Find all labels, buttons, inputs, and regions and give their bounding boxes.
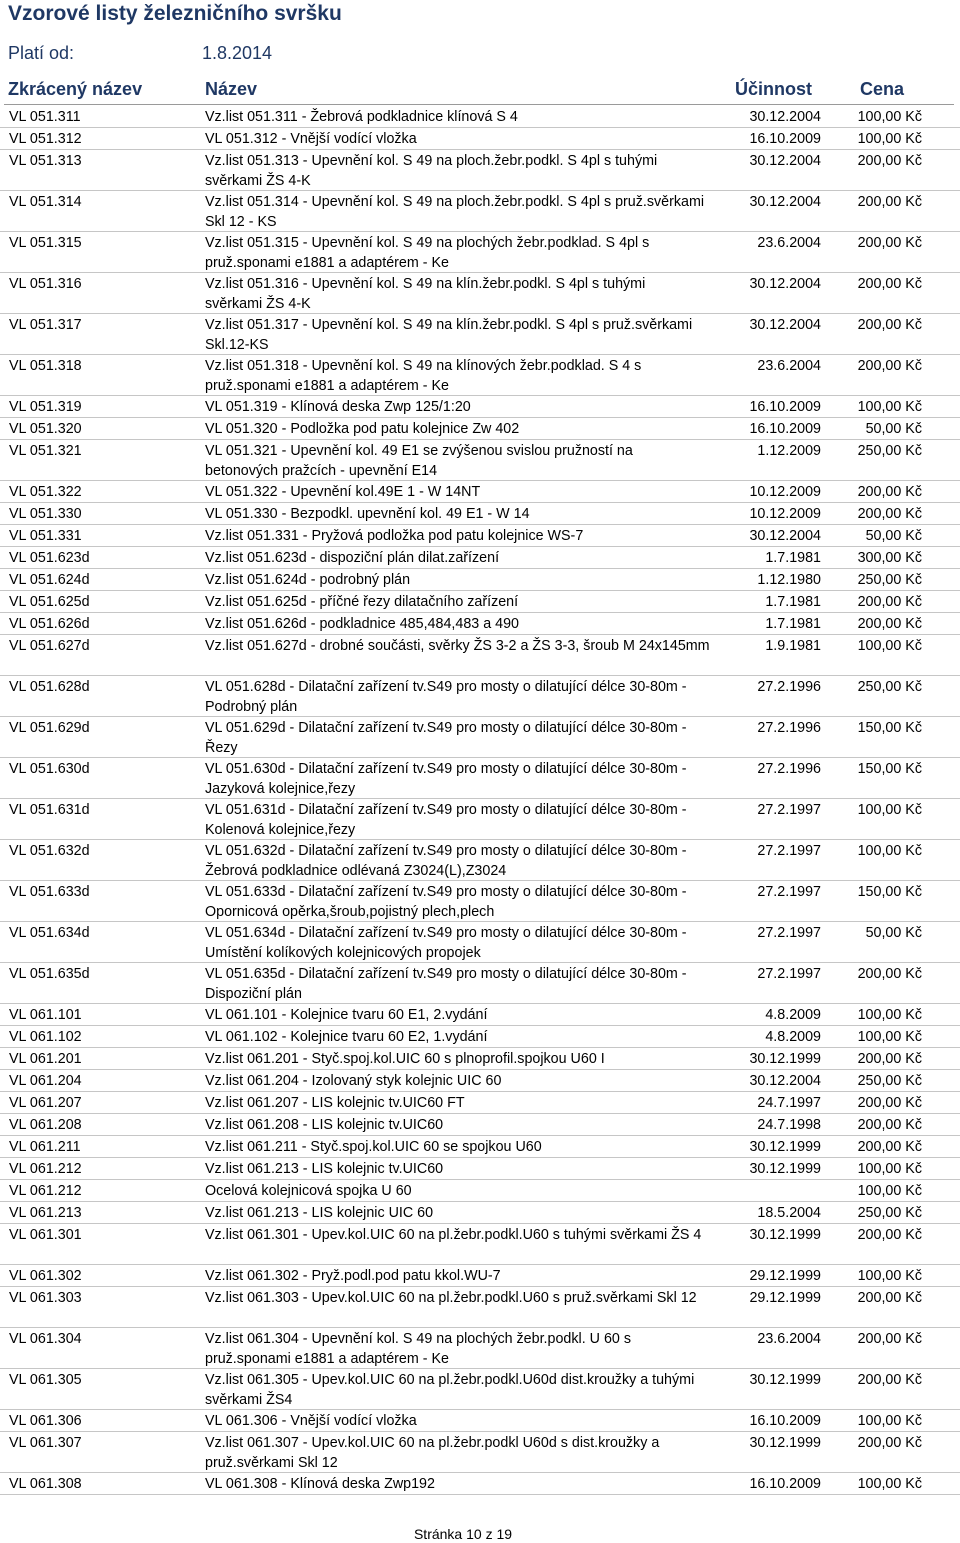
row-code: VL 051.312 xyxy=(9,131,82,147)
table-row xyxy=(0,1180,960,1202)
row-date: 30.12.1999 xyxy=(749,1139,821,1155)
row-date: 23.6.2004 xyxy=(757,358,821,374)
table-row xyxy=(0,963,960,1004)
row-name: Vz.list 051.313 - Upevnění kol. S 49 na ploch.žebr.podkl. S 4pl s tuhými svěrkami ŽS 4-K xyxy=(205,153,658,189)
row-date: 27.2.1997 xyxy=(757,843,821,859)
row-date: 23.6.2004 xyxy=(757,235,821,251)
column-header-price: Cena xyxy=(860,79,905,99)
row-date: 30.12.2004 xyxy=(749,194,821,210)
table-row xyxy=(0,106,960,128)
row-name: VL 061.102 - Kolejnice tvaru 60 E2, 1.vydání xyxy=(205,1029,488,1045)
row-date: 1.7.1981 xyxy=(765,616,821,632)
column-header-name: Název xyxy=(205,79,258,99)
row-code: VL 051.315 xyxy=(9,235,82,251)
row-price: 200,00 Kč xyxy=(857,1139,922,1155)
row-code: VL 051.627d xyxy=(9,638,90,654)
table-row xyxy=(0,503,960,525)
validity-line xyxy=(8,43,272,64)
row-name: VL 061.308 - Klínová deska Zwp192 xyxy=(205,1476,435,1492)
table-row xyxy=(0,1136,960,1158)
row-date: 30.12.2004 xyxy=(749,528,821,544)
row-date: 10.12.2009 xyxy=(749,506,821,522)
row-name: VL 051.633d - Dilatační zařízení tv.S49 pro mosty o dilatující délce 30-80m - Opornicová opěrka,šroub,pojistný plech,plech xyxy=(205,884,687,920)
row-code: VL 051.311 xyxy=(9,109,81,125)
row-code: VL 051.319 xyxy=(9,399,82,415)
row-code: VL 051.625d xyxy=(9,594,90,610)
row-price: 200,00 Kč xyxy=(857,1227,922,1243)
row-name: Vz.list 061.305 - Upev.kol.UIC 60 na pl.žebr.podkl.U60d dist.kroužky a tuhými svěrkami ŽS4 xyxy=(205,1372,695,1408)
row-code: VL 061.304 xyxy=(9,1331,82,1347)
table-row xyxy=(0,1328,960,1369)
row-name: VL 061.101 - Kolejnice tvaru 60 E1, 2.vydání xyxy=(205,1007,488,1023)
row-code: VL 051.626d xyxy=(9,616,90,632)
row-name: Vz.list 051.623d - dispoziční plán dilat.zařízení xyxy=(205,550,500,566)
row-price: 250,00 Kč xyxy=(857,1205,922,1221)
table-row xyxy=(0,481,960,503)
header-divider xyxy=(4,104,954,105)
price-list-table xyxy=(0,106,960,1495)
row-code: VL 061.301 xyxy=(9,1227,82,1243)
row-price: 100,00 Kč xyxy=(857,1413,922,1429)
row-price: 50,00 Kč xyxy=(865,421,922,437)
row-date: 10.12.2009 xyxy=(749,484,821,500)
row-price: 150,00 Kč xyxy=(857,884,922,900)
row-name: Vz.list 051.311 - Žebrová podkladnice klínová S 4 xyxy=(205,109,518,125)
row-date: 30.12.2004 xyxy=(749,317,821,333)
row-date: 27.2.1996 xyxy=(757,761,821,777)
table-row xyxy=(0,1369,960,1410)
row-name: Ocelová kolejnicová spojka U 60 xyxy=(205,1183,412,1199)
row-date: 30.12.1999 xyxy=(749,1161,821,1177)
table-row xyxy=(0,1070,960,1092)
row-name: VL 051.631d - Dilatační zařízení tv.S49 pro mosty o dilatující délce 30-80m - Kolenová kolejnice,řezy xyxy=(205,802,687,838)
table-row xyxy=(0,840,960,881)
table-row xyxy=(0,191,960,232)
row-date: 1.12.1980 xyxy=(757,572,821,588)
row-code: VL 051.314 xyxy=(9,194,82,210)
row-code: VL 061.101 xyxy=(9,1007,82,1023)
row-date: 4.8.2009 xyxy=(765,1007,821,1023)
row-name: Vz.list 061.213 - LIS kolejnic tv.UIC60 xyxy=(205,1161,444,1177)
row-name: VL 051.630d - Dilatační zařízení tv.S49 pro mosty o dilatující délce 30-80m - Jazyková kolejnice,řezy xyxy=(205,761,687,797)
row-date: 18.5.2004 xyxy=(757,1205,821,1221)
row-name: Vz.list 051.624d - podrobný plán xyxy=(205,572,411,588)
row-name: Vz.list 061.304 - Upevnění kol. S 49 na plochých žebr.podkl. U 60 s pruž.sponami e1881 a adaptérem - Ke xyxy=(205,1331,631,1367)
row-name: VL 051.635d - Dilatační zařízení tv.S49 pro mosty o dilatující délce 30-80m - Dispoziční plán xyxy=(205,966,687,1002)
row-name: VL 051.629d - Dilatační zařízení tv.S49 pro mosty o dilatující délce 30-80m - Řezy xyxy=(205,720,687,756)
row-date: 27.2.1997 xyxy=(757,802,821,818)
row-code: VL 061.212 xyxy=(9,1183,82,1199)
table-row xyxy=(0,1410,960,1432)
row-price: 150,00 Kč xyxy=(857,761,922,777)
row-price: 200,00 Kč xyxy=(857,276,922,292)
row-code: VL 061.102 xyxy=(9,1029,82,1045)
table-row xyxy=(0,1473,960,1495)
row-name: VL 051.319 - Klínová deska Zwp 125/1:20 xyxy=(205,399,471,415)
row-date: 1.7.1981 xyxy=(765,594,821,610)
row-code: VL 061.306 xyxy=(9,1413,82,1429)
row-name: Vz.list 061.307 - Upev.kol.UIC 60 na pl.žebr.podkl U60d s dist.kroužky a pruž.svěrkami Skl 12 xyxy=(205,1435,660,1471)
table-row xyxy=(0,569,960,591)
table-row xyxy=(0,1114,960,1136)
row-price: 100,00 Kč xyxy=(857,1029,922,1045)
row-date: 16.10.2009 xyxy=(749,399,821,415)
row-name: VL 051.632d - Dilatační zařízení tv.S49 pro mosty o dilatující délce 30-80m - Žebrová podkladnice odlévaná Z3024(L),Z3024 xyxy=(205,843,687,879)
row-code: VL 061.305 xyxy=(9,1372,82,1388)
row-date: 16.10.2009 xyxy=(749,131,821,147)
row-date: 16.10.2009 xyxy=(749,1476,821,1492)
table-row xyxy=(0,1026,960,1048)
row-price: 50,00 Kč xyxy=(865,925,922,941)
row-name: Vz.list 051.315 - Upevnění kol. S 49 na plochých žebr.podklad. S 4pl s pruž.sponami e1881 a adaptérem - Ke xyxy=(205,235,650,271)
row-date: 1.7.1981 xyxy=(765,550,821,566)
row-code: VL 061.213 xyxy=(9,1205,82,1221)
column-header-date: Účinnost xyxy=(735,79,813,99)
row-name: Vz.list 051.316 - Upevnění kol. S 49 na klín.žebr.podkl. S 4pl s tuhými svěrkami ŽS 4-K xyxy=(205,276,646,312)
row-code: VL 061.212 xyxy=(9,1161,82,1177)
row-price: 200,00 Kč xyxy=(857,506,922,522)
row-date: 30.12.1999 xyxy=(749,1051,821,1067)
row-price: 50,00 Kč xyxy=(865,528,922,544)
row-code: VL 051.331 xyxy=(9,528,82,544)
row-code: VL 051.630d xyxy=(9,761,90,777)
row-price: 250,00 Kč xyxy=(857,572,922,588)
table-row xyxy=(0,881,960,922)
row-name: VL 051.628d - Dilatační zařízení tv.S49 pro mosty o dilatující délce 30-80m - Podrobný plán xyxy=(205,679,687,715)
row-date: 4.8.2009 xyxy=(765,1029,821,1045)
row-price: 200,00 Kč xyxy=(857,317,922,333)
row-code: VL 051.318 xyxy=(9,358,82,374)
table-row xyxy=(0,758,960,799)
table-row xyxy=(0,355,960,396)
row-name: Vz.list 051.314 - Upevnění kol. S 49 na ploch.žebr.podkl. S 4pl s pruž.svěrkami Skl 12 - KS xyxy=(205,194,705,230)
row-name: Vz.list 051.317 - Upevnění kol. S 49 na klín.žebr.podkl. S 4pl s pruž.svěrkami Skl.12-KS xyxy=(205,317,693,353)
row-price: 200,00 Kč xyxy=(857,1372,922,1388)
row-name: Vz.list 061.208 - LIS kolejnic tv.UIC60 xyxy=(205,1117,444,1133)
row-code: VL 051.635d xyxy=(9,966,90,982)
row-name: VL 051.634d - Dilatační zařízení tv.S49 pro mosty o dilatující délce 30-80m - Umístění kolíkových kolejnicových propojek xyxy=(205,925,687,961)
row-code: VL 061.303 xyxy=(9,1290,82,1306)
row-date: 30.12.2004 xyxy=(749,109,821,125)
row-price: 250,00 Kč xyxy=(857,1073,922,1089)
row-price: 200,00 Kč xyxy=(857,966,922,982)
table-row xyxy=(0,396,960,418)
row-code: VL 051.629d xyxy=(9,720,90,736)
row-price: 200,00 Kč xyxy=(857,484,922,500)
row-code: VL 061.208 xyxy=(9,1117,82,1133)
row-code: VL 061.204 xyxy=(9,1073,82,1089)
row-code: VL 061.307 xyxy=(9,1435,82,1451)
row-name: Vz.list 061.303 - Upev.kol.UIC 60 na pl.žebr.podkl.U60 s pruž.svěrkami Skl 12 xyxy=(205,1290,697,1306)
table-row xyxy=(0,440,960,481)
row-date: 24.7.1998 xyxy=(757,1117,821,1133)
row-price: 100,00 Kč xyxy=(857,843,922,859)
row-date: 30.12.2004 xyxy=(749,153,821,169)
row-code: VL 051.316 xyxy=(9,276,82,292)
row-code: VL 061.302 xyxy=(9,1268,82,1284)
table-row xyxy=(0,418,960,440)
row-date: 1.12.2009 xyxy=(757,443,821,459)
row-price: 200,00 Kč xyxy=(857,358,922,374)
row-date: 1.9.1981 xyxy=(765,638,821,654)
row-price: 200,00 Kč xyxy=(857,235,922,251)
row-price: 200,00 Kč xyxy=(857,1051,922,1067)
table-row xyxy=(0,314,960,355)
row-code: VL 051.631d xyxy=(9,802,90,818)
row-code: VL 051.321 xyxy=(9,443,82,459)
row-date: 30.12.2004 xyxy=(749,1073,821,1089)
table-row xyxy=(0,1004,960,1026)
row-price: 100,00 Kč xyxy=(857,399,922,415)
row-price: 100,00 Kč xyxy=(857,638,922,654)
table-row xyxy=(0,1158,960,1180)
row-price: 200,00 Kč xyxy=(857,1435,922,1451)
row-price: 100,00 Kč xyxy=(857,1268,922,1284)
row-date: 27.2.1997 xyxy=(757,966,821,982)
row-name: Vz.list 051.626d - podkladnice 485,484,483 a 490 xyxy=(205,616,519,632)
row-name: Vz.list 051.627d - drobné součásti, svěrky ŽS 3-2 a ŽS 3-3, šroub M 24x145mm xyxy=(205,638,710,654)
row-date: 30.12.1999 xyxy=(749,1372,821,1388)
row-code: VL 051.317 xyxy=(9,317,82,333)
row-code: VL 051.628d xyxy=(9,679,90,695)
row-name: Vz.list 061.211 - Styč.spoj.kol.UIC 60 se spojkou U60 xyxy=(205,1139,542,1155)
row-date: 30.12.1999 xyxy=(749,1227,821,1243)
row-price: 100,00 Kč xyxy=(857,1183,922,1199)
row-date: 23.6.2004 xyxy=(757,1331,821,1347)
table-row xyxy=(0,1202,960,1224)
row-price: 100,00 Kč xyxy=(857,109,922,125)
table-row xyxy=(0,717,960,758)
row-price: 200,00 Kč xyxy=(857,1290,922,1306)
table-row xyxy=(0,799,960,840)
row-price: 250,00 Kč xyxy=(857,679,922,695)
table-row xyxy=(0,676,960,717)
row-name: Vz.list 051.318 - Upevnění kol. S 49 na klínových žebr.podklad. S 4 s pruž.sponami e1881 a adaptérem - Ke xyxy=(205,358,642,394)
row-name: Vz.list 061.301 - Upev.kol.UIC 60 na pl.žebr.podkl.U60 s tuhými svěrkami ŽS 4 xyxy=(205,1227,702,1243)
row-name: Vz.list 061.204 - Izolovaný styk kolejnic UIC 60 xyxy=(205,1073,502,1089)
row-code: VL 051.624d xyxy=(9,572,90,588)
table-row xyxy=(0,232,960,273)
row-date: 27.2.1997 xyxy=(757,884,821,900)
table-row xyxy=(0,1432,960,1473)
row-date: 16.10.2009 xyxy=(749,421,821,437)
row-price: 100,00 Kč xyxy=(857,131,922,147)
row-price: 200,00 Kč xyxy=(857,594,922,610)
row-name: Vz.list 061.302 - Pryž.podl.pod patu kkol.WU-7 xyxy=(205,1268,501,1284)
table-row xyxy=(0,273,960,314)
row-price: 200,00 Kč xyxy=(857,194,922,210)
row-price: 200,00 Kč xyxy=(857,1117,922,1133)
table-row xyxy=(0,1224,960,1265)
row-name: Vz.list 051.625d - příčné řezy dilatačního zařízení xyxy=(205,594,519,610)
row-code: VL 061.308 xyxy=(9,1476,82,1492)
row-price: 100,00 Kč xyxy=(857,802,922,818)
table-row xyxy=(0,922,960,963)
row-date: 27.2.1997 xyxy=(757,925,821,941)
table-row xyxy=(0,1092,960,1114)
validity-date: 1.8.2014 xyxy=(202,43,273,63)
row-code: VL 051.330 xyxy=(9,506,82,522)
table-row xyxy=(0,128,960,150)
row-date: 30.12.2004 xyxy=(749,276,821,292)
table-row xyxy=(0,613,960,635)
row-date: 27.2.1996 xyxy=(757,720,821,736)
row-price: 200,00 Kč xyxy=(857,1331,922,1347)
row-code: VL 051.623d xyxy=(9,550,90,566)
row-price: 300,00 Kč xyxy=(857,550,922,566)
table-row xyxy=(0,1287,960,1328)
row-date: 16.10.2009 xyxy=(749,1413,821,1429)
row-name: VL 051.320 - Podložka pod patu kolejnice Zw 402 xyxy=(205,421,520,437)
row-price: 200,00 Kč xyxy=(857,153,922,169)
row-name: Vz.list 061.201 - Styč.spoj.kol.UIC 60 s plnoprofil.spojkou U60 I xyxy=(205,1051,605,1067)
column-header-row xyxy=(8,79,958,103)
row-name: VL 051.321 - Upevnění kol. 49 E1 se zvýšenou svislou pružností na betonových pražcích - upevnění E14 xyxy=(205,443,633,479)
row-price: 150,00 Kč xyxy=(857,720,922,736)
row-name: VL 061.306 - Vnější vodící vložka xyxy=(205,1413,417,1429)
row-price: 200,00 Kč xyxy=(857,1095,922,1111)
validity-label: Platí od: xyxy=(8,43,75,63)
row-price: 100,00 Kč xyxy=(857,1476,922,1492)
row-code: VL 051.632d xyxy=(9,843,90,859)
row-name: Vz.list 061.213 - LIS kolejnic UIC 60 xyxy=(205,1205,434,1221)
row-name: Vz.list 051.331 - Pryžová podložka pod patu kolejnice WS-7 xyxy=(205,528,584,544)
table-row xyxy=(0,150,960,191)
row-code: VL 061.201 xyxy=(9,1051,82,1067)
page-footer: Stránka 10 z 19 xyxy=(413,1526,513,1542)
row-code: VL 051.313 xyxy=(9,153,82,169)
row-price: 100,00 Kč xyxy=(857,1161,922,1177)
column-header-code: Zkrácený název xyxy=(8,79,143,99)
row-price: 100,00 Kč xyxy=(857,1007,922,1023)
row-code: VL 051.633d xyxy=(9,884,90,900)
document-title: Vzorové listy železničního svršku xyxy=(8,2,342,25)
table-row xyxy=(0,1265,960,1287)
row-code: VL 061.211 xyxy=(9,1139,81,1155)
row-price: 250,00 Kč xyxy=(857,443,922,459)
row-code: VL 051.320 xyxy=(9,421,82,437)
row-name: VL 051.330 - Bezpodkl. upevnění kol. 49 E1 - W 14 xyxy=(205,506,530,522)
table-row xyxy=(0,525,960,547)
row-name: VL 051.322 - Upevnění kol.49E 1 - W 14NT xyxy=(205,484,481,500)
row-code: VL 061.207 xyxy=(9,1095,82,1111)
row-code: VL 051.634d xyxy=(9,925,90,941)
row-name: VL 051.312 - Vnější vodící vložka xyxy=(205,131,417,147)
row-date: 24.7.1997 xyxy=(757,1095,821,1111)
row-date: 27.2.1996 xyxy=(757,679,821,695)
row-date: 29.12.1999 xyxy=(749,1268,821,1284)
row-price: 200,00 Kč xyxy=(857,616,922,632)
row-date: 29.12.1999 xyxy=(749,1290,821,1306)
table-row xyxy=(0,547,960,569)
table-row xyxy=(0,1048,960,1070)
table-row xyxy=(0,591,960,613)
row-code: VL 051.322 xyxy=(9,484,82,500)
row-date: 30.12.1999 xyxy=(749,1435,821,1451)
row-name: Vz.list 061.207 - LIS kolejnic tv.UIC60 FT xyxy=(205,1095,465,1111)
table-row xyxy=(0,635,960,676)
